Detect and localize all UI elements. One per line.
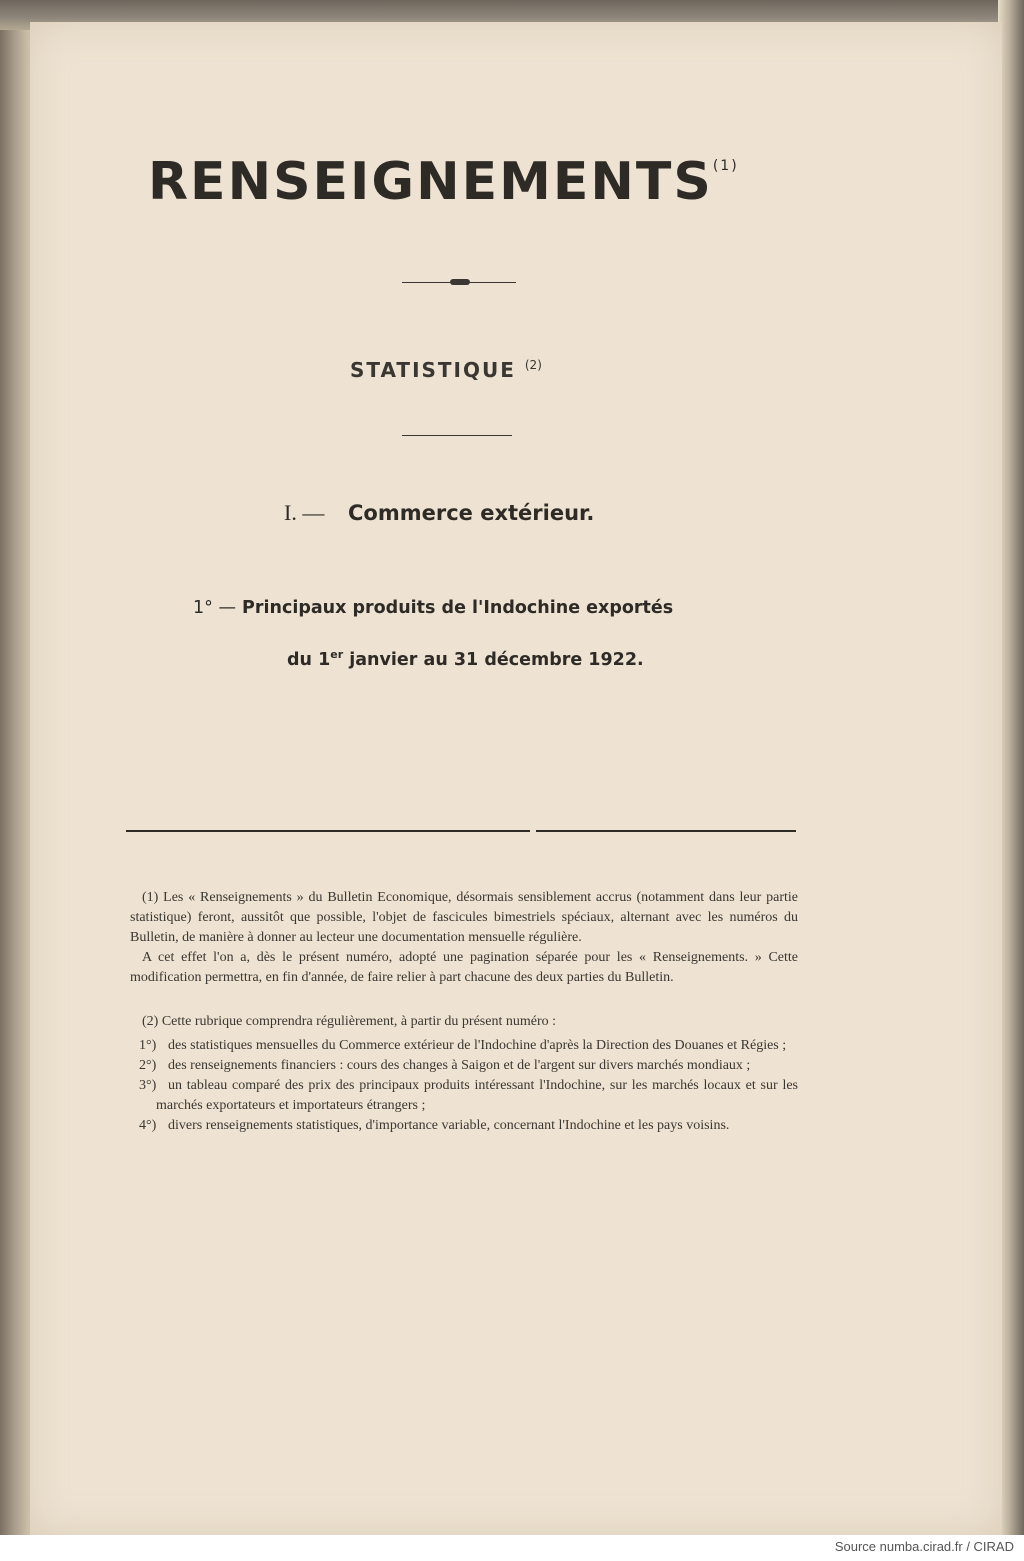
title-text: RENSEIGNEMENTS [148, 152, 713, 212]
list-item: 4°) divers renseignements statistiques, d'importance variable, concernant l'Indochine et les pays voisins. [139, 1118, 730, 1133]
footnote-separator [126, 830, 796, 832]
page-title [148, 152, 739, 212]
footnote-1-paragraph-2: A cet effet l'on a, dès le présent numéro, adopté une pagination séparée pour les « Renseignements. » Cette modification permettra, en fin d'année, de faire relier à part chacune des deux parties du Bulletin. [130, 950, 798, 985]
subtitle-text: STATISTIQUE [350, 358, 516, 382]
ornamental-rule [402, 276, 516, 288]
subsection-text: Principaux produits de l'Indochine exportés [242, 598, 674, 618]
list-item: 3°) un tableau comparé des prix des principaux produits intéressant l'Indochine, sur les marchés locaux et sur les marchés exportateurs et importateurs étrangers ; [139, 1078, 798, 1113]
scanned-page [30, 22, 1002, 1535]
list-item: 2°) des renseignements financiers : cours des changes à Saigon et de l'argent sur divers marchés mondiaux ; [139, 1058, 751, 1073]
short-rule [402, 435, 512, 436]
subsection-heading-line1 [193, 598, 673, 618]
section-number: I. — [284, 500, 325, 525]
subsection-prefix: 1° — [193, 598, 236, 618]
section-title: Commerce extérieur. [348, 501, 595, 525]
list-item: 1°) des statistiques mensuelles du Commerce extérieur de l'Indochine d'après la Direction des Douanes et Régies ; [139, 1038, 787, 1053]
footnote-2-list [130, 1036, 798, 1136]
subtitle-footnote-marker: (2) [524, 358, 542, 372]
source-credit: Source numba.cirad.fr / CIRAD [834, 1539, 1014, 1554]
footnotes [130, 888, 798, 1136]
subsection-heading-line2: du 1er janvier au 31 décembre 1922. [287, 648, 644, 670]
footnote-2-intro: (2) Cette rubrique comprendra régulièrement, à partir du présent numéro : [142, 1014, 557, 1029]
footnote-1-paragraph-1: (1) Les « Renseignements » du Bulletin Economique, désormais sensiblement accrus (notamment dans leur partie statistique) feront, aussitôt que possible, l'objet de fascicules bimestriels spéciaux, alternant avec les numéros du Bulletin, de manière à donner au lecteur une documentation mensuelle régulière. [130, 890, 798, 945]
title-footnote-marker: (1) [712, 158, 739, 174]
subtitle [350, 358, 542, 382]
